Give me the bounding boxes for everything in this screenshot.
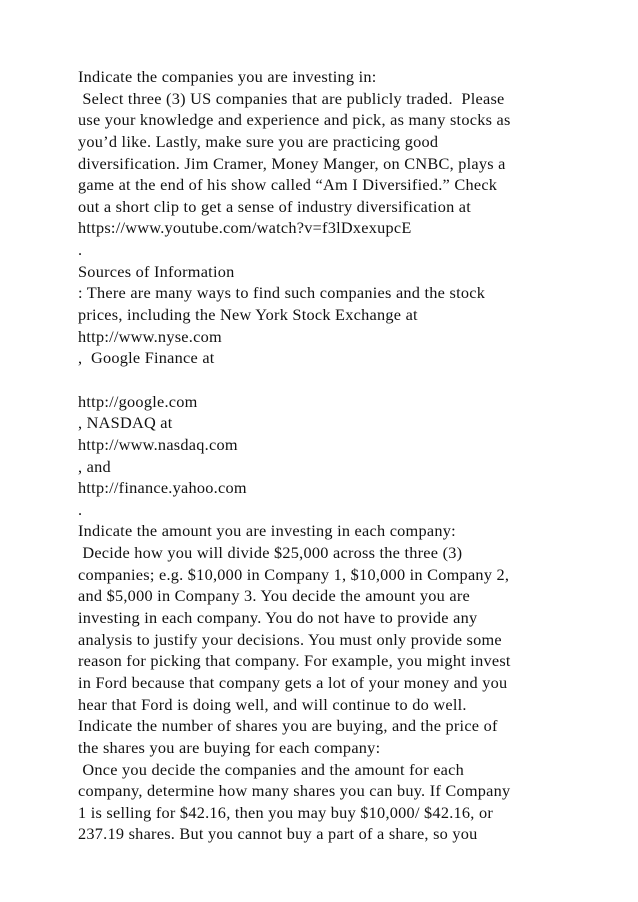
text-line: reason for picking that company. For example, you might invest — [78, 651, 511, 671]
document-body — [78, 66, 618, 845]
text-line: prices, including the New York Stock Exchange at — [78, 305, 418, 325]
youtube-url: https://www.youtube.com/watch?v=f3lDxexupcE — [78, 218, 412, 238]
text-line: 237.19 shares. But you cannot buy a part of a share, so you — [78, 824, 478, 844]
nasdaq-url: http://www.nasdaq.com — [78, 434, 238, 454]
text-line: , and — [78, 456, 111, 476]
text-line: you’d like. Lastly, make sure you are practicing good — [78, 131, 439, 151]
text-line: Select three (3) US companies that are publicly traded. Please — [78, 88, 505, 108]
text-line: . — [78, 499, 83, 519]
text-line: and $5,000 in Company 3. You decide the amount you are — [78, 586, 470, 606]
text-line: , Google Finance at — [78, 348, 215, 368]
text-line: investing in each company. You do not have to provide any — [78, 608, 478, 628]
text-line: company, determine how many shares you can buy. If Company — [78, 781, 511, 801]
text-line: the shares you are buying for each company: — [78, 737, 381, 757]
text-line: , NASDAQ at — [78, 413, 173, 433]
section-heading-shares: Indicate the number of shares you are buying, and the price of — [78, 716, 498, 736]
text-line: diversification. Jim Cramer, Money Manger, on CNBC, plays a — [78, 153, 506, 173]
text-line: : There are many ways to find such companies and the stock — [78, 283, 486, 303]
yahoo-finance-url: http://finance.yahoo.com — [78, 478, 247, 498]
text-line: Once you decide the companies and the amount for each — [78, 759, 465, 779]
text-line: use your knowledge and experience and pick, as many stocks as — [78, 110, 511, 130]
text-line: analysis to justify your decisions. You must only provide some — [78, 629, 502, 649]
text-line: Decide how you will divide $25,000 across the three (3) — [78, 543, 463, 563]
text-line: in Ford because that company gets a lot of your money and you — [78, 672, 508, 692]
google-url: http://google.com — [78, 391, 198, 411]
text-line: out a short clip to get a sense of industry diversification at — [78, 196, 472, 216]
text-line: game at the end of his show called “Am I Diversified.” Check — [78, 175, 498, 195]
nyse-url: http://www.nyse.com — [78, 326, 222, 346]
text-line: hear that Ford is doing well, and will continue to do well. — [78, 694, 467, 714]
text-line: Indicate the companies you are investing in: — [78, 67, 377, 86]
text-line: 1 is selling for $42.16, then you may buy $10,000/ $42.16, or — [78, 802, 494, 822]
section-heading-amount: Indicate the amount you are investing in each company: — [78, 521, 456, 541]
text-line: . — [78, 240, 83, 260]
blank-line — [78, 369, 618, 391]
text-line: companies; e.g. $10,000 in Company 1, $10,000 in Company 2, — [78, 564, 510, 584]
section-heading-sources: Sources of Information — [78, 261, 235, 281]
